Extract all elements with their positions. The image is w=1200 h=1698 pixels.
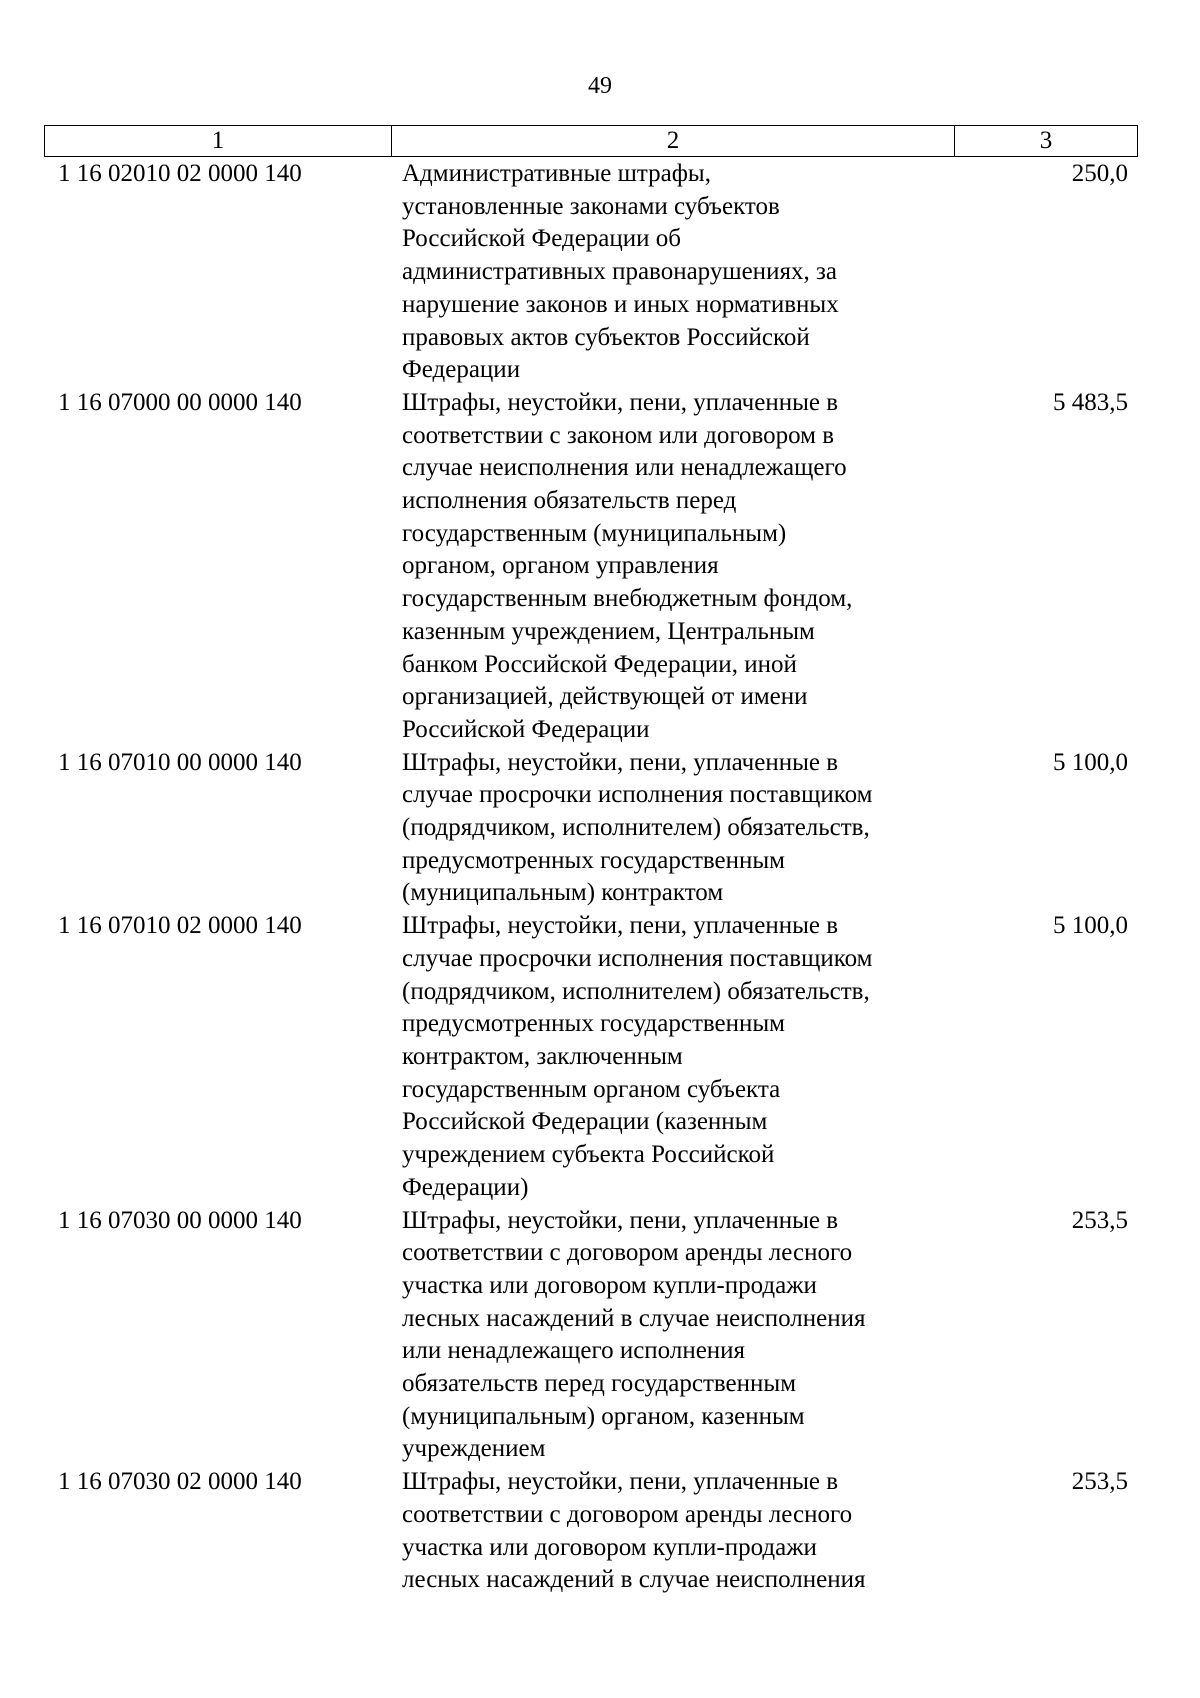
description-line: исполнения обязательств перед (402, 487, 737, 515)
description-line: предусмотренных государственным (402, 1010, 785, 1038)
description-line: Федерации) (402, 1173, 529, 1201)
amount-value: 5 100,0 (1053, 912, 1128, 940)
income-description (391, 1205, 954, 1467)
description-line: Российской Федерации (402, 715, 650, 743)
description-line: Штрафы, неустойки, пени, уплаченные в (402, 388, 839, 416)
description-line: случае неисполнения или ненадлежащего (402, 454, 847, 482)
description-line: Штрафы, неустойки, пени, уплаченные в (402, 748, 839, 776)
description-line: государственным (муниципальным) (402, 519, 787, 547)
income-description (391, 910, 954, 1204)
description-line: соответствии с договором аренды лесного (402, 1239, 853, 1267)
table-row (44, 747, 1138, 911)
amount-value: 253,5 (1071, 1468, 1128, 1496)
description-line: лесных насаждений в случае неисполнения (402, 1566, 866, 1594)
description-line: банком Российской Федерации, иной (402, 650, 797, 678)
table-row (44, 387, 1138, 747)
column-header-2: 2 (392, 126, 955, 156)
description-line: установленные законами субъектов (402, 192, 780, 220)
description-line: Штрафы, неустойки, пени, уплаченные в (402, 1206, 839, 1234)
description-line: органом, органом управления (402, 552, 719, 580)
description-line: Штрафы, неустойки, пени, уплаченные в (402, 1468, 839, 1496)
column-header-1: 1 (45, 126, 392, 156)
description-line: организацией, действующей от имени (402, 683, 808, 711)
description-line: лесных насаждений в случае неисполнения (402, 1304, 866, 1332)
amount-value: 5 483,5 (1053, 388, 1128, 416)
income-description (391, 158, 954, 387)
description-line: или ненадлежащего исполнения (402, 1337, 746, 1365)
description-line: нарушение законов и иных нормативных (402, 290, 839, 318)
income-description (391, 747, 954, 911)
description-line: учреждением субъекта Российской (402, 1141, 775, 1169)
description-line: Российской Федерации об (402, 225, 681, 253)
table-header-row (44, 125, 1138, 157)
description-line: (муниципальным) органом, казенным (402, 1402, 805, 1430)
table-body (44, 158, 1138, 1597)
table-row (44, 158, 1138, 387)
description-line: казенным учреждением, Центральным (402, 617, 815, 645)
column-header-3: 3 (1039, 127, 1053, 154)
description-line: участка или договором купли-продажи (402, 1533, 817, 1561)
budget-code: 1 16 07030 02 0000 140 (58, 1468, 302, 1496)
table-row (44, 910, 1138, 1204)
description-line: административных правонарушениях, за (402, 258, 837, 286)
description-line: соответствии с договором аренды лесного (402, 1500, 853, 1528)
description-line: предусмотренных государственным (402, 846, 785, 874)
description-line: Федерации (402, 356, 521, 384)
description-line: случае просрочки исполнения поставщиком (402, 781, 873, 809)
description-line: (подрядчиком, исполнителем) обязательств, (402, 977, 870, 1005)
description-line: контрактом, заключенным (402, 1042, 683, 1070)
table-row (44, 1466, 1138, 1597)
budget-code: 1 16 07030 00 0000 140 (58, 1206, 302, 1234)
description-line: обязательств перед государственным (402, 1370, 797, 1398)
description-line: Штрафы, неустойки, пени, уплаченные в (402, 912, 839, 940)
budget-code: 1 16 07000 00 0000 140 (58, 388, 302, 416)
description-line: соответствии с законом или договором в (402, 421, 835, 449)
description-line: (муниципальным) контрактом (402, 879, 724, 907)
income-description (391, 1466, 954, 1597)
description-line: государственным внебюджетным фондом, (402, 585, 853, 613)
amount-value: 5 100,0 (1053, 748, 1128, 776)
amount-value: 250,0 (1071, 160, 1128, 187)
budget-code: 1 16 07010 02 0000 140 (58, 912, 302, 940)
description-line: Российской Федерации (казенным (402, 1108, 768, 1136)
budget-code: 1 16 02010 02 0000 140 (58, 160, 302, 187)
amount-value: 253,5 (1071, 1206, 1128, 1234)
budget-code: 1 16 07010 00 0000 140 (58, 748, 302, 776)
description-line: государственным органом субъекта (402, 1075, 781, 1103)
income-description (391, 387, 954, 747)
description-line: участка или договором купли-продажи (402, 1271, 817, 1299)
description-line: учреждением (402, 1435, 546, 1463)
page-number: 49 (588, 73, 612, 99)
description-line: случае просрочки исполнения поставщиком (402, 944, 873, 972)
description-line: Административные штрафы, (402, 160, 711, 187)
description-line: правовых актов субъектов Российской (402, 323, 810, 351)
description-line: (подрядчиком, исполнителем) обязательств, (402, 814, 870, 842)
table-row (44, 1205, 1138, 1467)
